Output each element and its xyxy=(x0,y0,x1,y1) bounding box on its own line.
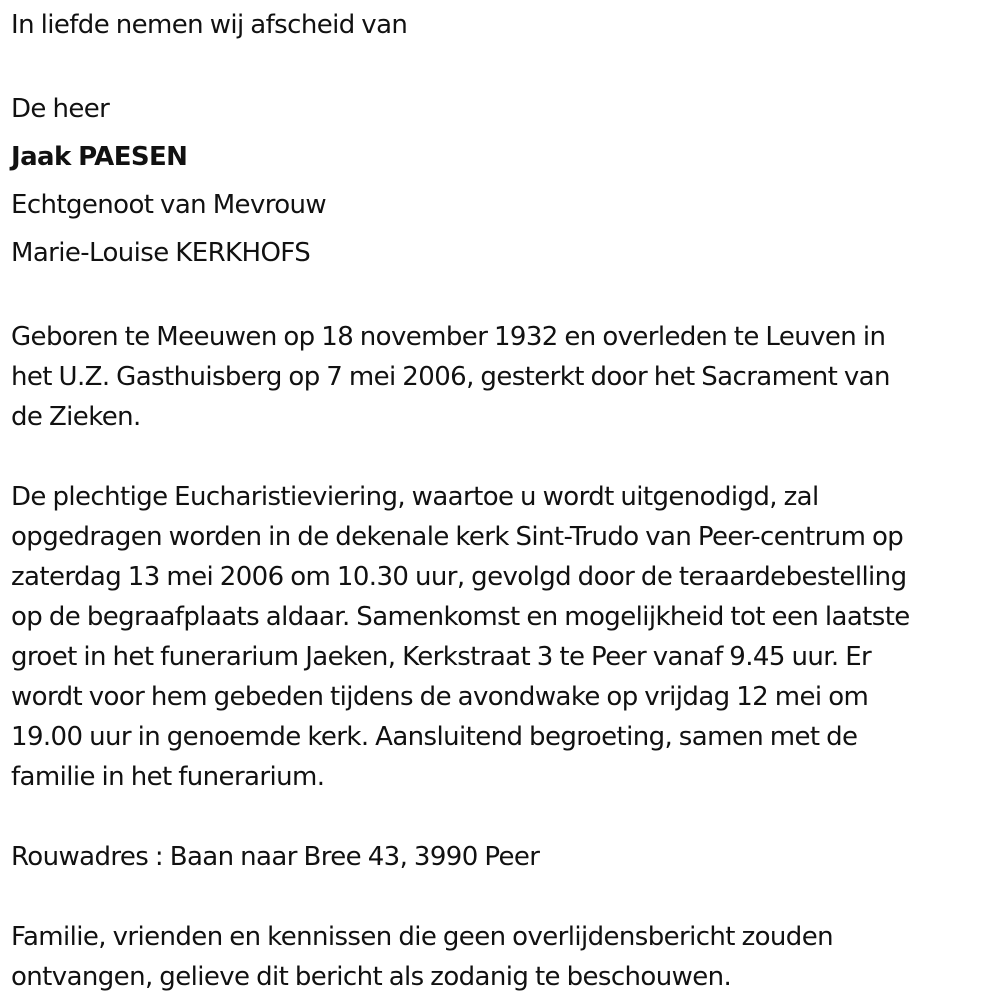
deceased-title: De heer xyxy=(11,94,110,124)
paragraph-line: ontvangen, gelieve dit bericht als zodanig te beschouwen. xyxy=(11,962,732,992)
deceased-name: Jaak PAESEN xyxy=(11,142,188,172)
birth-death-paragraph xyxy=(11,317,996,437)
spacer xyxy=(11,877,996,917)
paragraph-line: wordt voor hem gebeden tijdens de avondwake op vrijdag 12 mei om xyxy=(11,682,869,712)
paragraph-line: Geboren te Meeuwen op 18 november 1932 en overleden te Leuven in xyxy=(11,322,886,352)
ceremony-paragraph xyxy=(11,477,996,797)
mourning-address: Rouwadres : Baan naar Bree 43, 3990 Peer xyxy=(11,842,540,872)
spacer xyxy=(11,277,996,317)
paragraph-line: Familie, vrienden en kennissen die geen overlijdensbericht zouden xyxy=(11,922,833,952)
paragraph-line: zaterdag 13 mei 2006 om 10.30 uur, gevolgd door de teraardebestelling xyxy=(11,562,907,592)
paragraph-line: de Zieken. xyxy=(11,402,141,432)
paragraph-line: familie in het funerarium. xyxy=(11,762,325,792)
closing-paragraph xyxy=(11,917,996,997)
intro-text: In liefde nemen wij afscheid van xyxy=(11,10,408,40)
obituary-notice xyxy=(11,5,996,997)
paragraph-line: het U.Z. Gasthuisberg op 7 mei 2006, gesterkt door het Sacrament van xyxy=(11,362,890,392)
spacer xyxy=(11,45,996,85)
spacer xyxy=(11,797,996,837)
paragraph-line: groet in het funerarium Jaeken, Kerkstraat 3 te Peer vanaf 9.45 uur. Er xyxy=(11,642,872,672)
paragraph-line: 19.00 uur in genoemde kerk. Aansluitend begroeting, samen met de xyxy=(11,722,858,752)
paragraph-line: op de begraafplaats aldaar. Samenkomst en mogelijkheid tot een laatste xyxy=(11,602,910,632)
spouse-line-2: Marie-Louise KERKHOFS xyxy=(11,238,311,268)
paragraph-line: De plechtige Eucharistieviering, waartoe u wordt uitgenodigd, zal xyxy=(11,482,819,512)
spacer xyxy=(11,437,996,477)
spouse-line-1: Echtgenoot van Mevrouw xyxy=(11,190,327,220)
paragraph-line: opgedragen worden in de dekenale kerk Sint-Trudo van Peer-centrum op xyxy=(11,522,904,552)
